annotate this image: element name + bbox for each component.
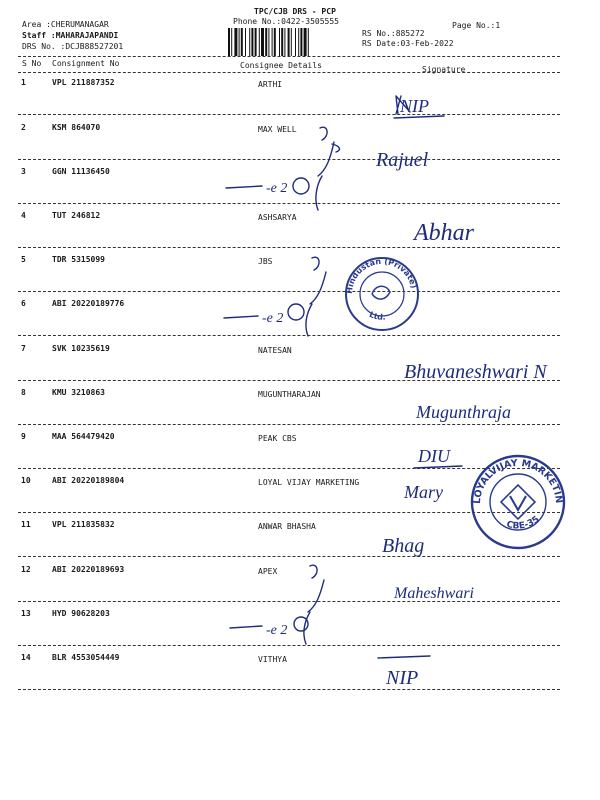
signature-r1: NIP: [400, 96, 429, 116]
row-consignee: VITHYA: [258, 655, 287, 664]
row-consignee: ASHSARYA: [258, 213, 297, 222]
row-sno: 11: [21, 520, 31, 529]
bracket-r5-6: [306, 257, 326, 336]
company-stamp-2: [464, 444, 568, 552]
dash-r6-label: -e 2: [262, 311, 284, 326]
row-consignment: TDR 5315099: [52, 255, 105, 264]
row-consignee: LOYAL VIJAY MARKETING: [258, 478, 360, 487]
row-consignee: APEX: [258, 567, 278, 576]
drs-number: DRS No. :DCJB88527201: [22, 42, 124, 51]
row-sno: 10: [21, 476, 31, 485]
row-sno: 2: [21, 123, 26, 132]
page-number: Page No.:1: [452, 21, 501, 30]
signature-r14: NIP: [386, 667, 419, 689]
row-sno: 3: [21, 167, 26, 176]
circle-r6: [288, 304, 304, 320]
circle-r13: [294, 617, 308, 631]
row-sno: 6: [21, 299, 26, 308]
row-consignment: ABI 20220189776: [52, 299, 125, 308]
document-title: TPC/CJB DRS - PCP: [254, 7, 336, 16]
col-consignment: Consignment No: [52, 59, 120, 68]
row-consignment: ABI 20220189693: [52, 565, 125, 574]
row-sno: 7: [21, 344, 26, 353]
dash-r6: [224, 316, 258, 318]
row-consignment: VPL 211887352: [52, 78, 115, 87]
signature-r9-underline: [414, 466, 462, 468]
stamp-1-top-text: Hindustan (Private): [344, 256, 419, 295]
row-consignee: PEAK CBS: [258, 434, 297, 443]
row-consignment: KSM 864070: [52, 123, 101, 132]
phone-number: Phone No.:0422-3505555: [233, 17, 339, 26]
row-consignment: MAA 564479420: [52, 432, 115, 441]
signature-r11: Bhag: [382, 535, 425, 557]
row-consignee: ANWAR BHASHA: [258, 522, 316, 531]
row-consignment: SVK 10235619: [52, 344, 110, 353]
signature-r9: DIU: [418, 446, 450, 466]
row-consignment: KMU 3210863: [52, 388, 105, 397]
rs-date: RS Date:03-Feb-2022: [362, 39, 454, 48]
row-sno: 1: [21, 78, 26, 87]
row-sno: 12: [21, 565, 31, 574]
row-consignee: ARTHI: [258, 80, 283, 89]
bracket-r2-3: [316, 127, 340, 210]
row-consignment: VPL 211835832: [52, 520, 115, 529]
dash-r3: [226, 186, 262, 188]
svg-text:Hindustan (Private): [345, 257, 419, 294]
bracket-r12-13: [304, 565, 324, 644]
row-consignment: TUT 246812: [52, 211, 101, 220]
stamp-1-bottom-text: Ltd.: [367, 309, 386, 322]
stamp-2-top-text: LOYALVIJAY MARKETING: [464, 444, 565, 505]
rs-number: RS No.:885272: [362, 29, 425, 38]
signature-r14-overline: [378, 656, 430, 658]
staff-label: Staff :MAHARAJAPANDI: [22, 31, 119, 40]
row-consignment: ABI 20220189804: [52, 476, 125, 485]
signature-r7: Bhuvaneshwari N: [404, 361, 547, 383]
svg-text:Ltd.: [368, 310, 386, 322]
row-sno: 4: [21, 211, 26, 220]
row-sno: 9: [21, 432, 26, 441]
signature-r4: Abhar: [414, 220, 474, 246]
dash-r13: [230, 626, 262, 628]
col-sno: S No: [22, 59, 42, 68]
circle-r3: [293, 178, 309, 194]
col-signature: Signature: [422, 65, 466, 74]
area-label: Area :CHERUMANAGAR: [22, 20, 109, 29]
row-consignee: NATESAN: [258, 346, 292, 355]
row-consignment: GGN 11136450: [52, 167, 110, 176]
row-consignment: BLR 4553054449: [52, 653, 120, 662]
row-consignee: MAX WELL: [258, 125, 297, 134]
row-sno: 14: [21, 653, 31, 662]
signature-r12: Maheshwari: [394, 585, 474, 602]
dash-r13-label: -e 2: [266, 623, 288, 638]
col-consignee: Consignee Details: [240, 61, 322, 70]
row-consignee: JBS: [258, 257, 273, 266]
company-stamp-1: [342, 254, 422, 334]
row-consignment: HYD 90628203: [52, 609, 110, 618]
dash-r3-label: -e 2: [266, 181, 288, 196]
row-sno: 5: [21, 255, 26, 264]
row-sno: 8: [21, 388, 26, 397]
signature-r10: Mary: [404, 482, 443, 502]
stamp-2-bottom-text: CBE-35: [505, 514, 542, 532]
signature-r8: Mugunthraja: [416, 402, 512, 422]
signature-r2: Rajuel: [376, 149, 429, 171]
row-consignee: MUGUNTHARAJAN: [258, 390, 321, 399]
svg-text:CBE-35: [505, 515, 541, 532]
signature-r1-underline: [394, 116, 444, 118]
row-sno: 13: [21, 609, 31, 618]
